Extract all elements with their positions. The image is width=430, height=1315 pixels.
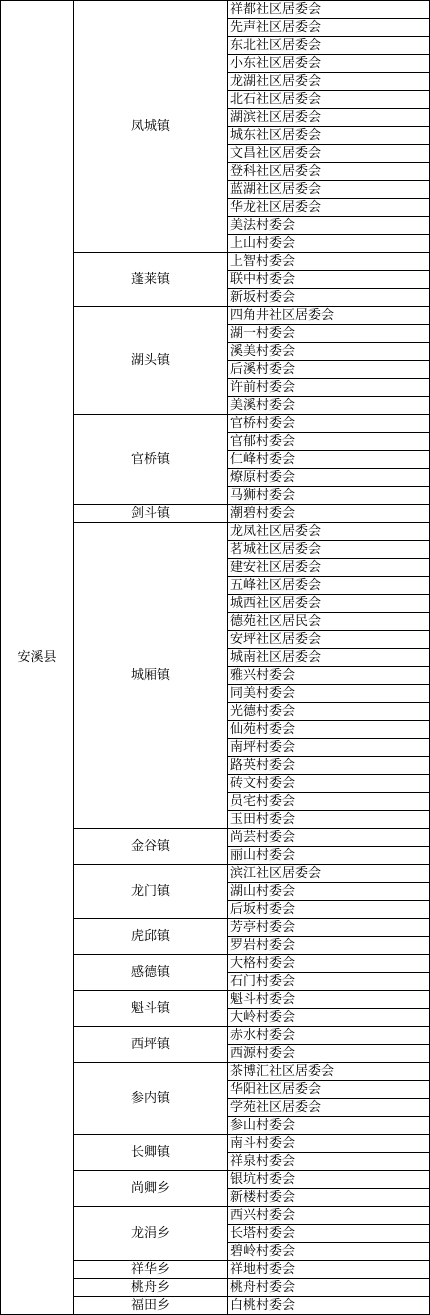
village-cell: 茗城社区居委会: [228, 541, 430, 559]
village-cell: 石门村委会: [228, 973, 430, 991]
village-cell: 魁斗村委会: [228, 991, 430, 1009]
village-cell: 砖文村委会: [228, 775, 430, 793]
town-cell: 城厢镇: [74, 523, 228, 829]
town-cell: 龙涓乡: [74, 1207, 228, 1261]
table-row: [1, 1, 430, 19]
village-cell: 桃舟村委会: [228, 1279, 430, 1297]
town-cell: 感德镇: [74, 955, 228, 991]
town-cell: 魁斗镇: [74, 991, 228, 1027]
town-cell: 长卿镇: [74, 1135, 228, 1171]
village-cell: 安坪社区居委会: [228, 631, 430, 649]
village-cell: 官桥村委会: [228, 415, 430, 433]
town-cell: 参内镇: [74, 1063, 228, 1135]
village-cell: 马狮村委会: [228, 487, 430, 505]
village-cell: 祥泉村委会: [228, 1153, 430, 1171]
village-cell: 学苑社区居委会: [228, 1099, 430, 1117]
village-cell: 官郁村委会: [228, 433, 430, 451]
village-cell: 丽山村委会: [228, 847, 430, 865]
village-cell: 西源村委会: [228, 1045, 430, 1063]
village-cell: 先声社区居委会: [228, 19, 430, 37]
village-cell: 城南社区居委会: [228, 649, 430, 667]
town-cell: 尚卿乡: [74, 1171, 228, 1207]
village-cell: 芳亭村委会: [228, 919, 430, 937]
village-cell: 茶博汇社区居委会: [228, 1063, 430, 1081]
village-cell: 赤水村委会: [228, 1027, 430, 1045]
town-cell: 官桥镇: [74, 415, 228, 505]
town-cell: 湖头镇: [74, 307, 228, 415]
village-cell: 溪美村委会: [228, 343, 430, 361]
village-cell: 祥都社区居委会: [228, 1, 430, 19]
town-cell: 桃舟乡: [74, 1279, 228, 1297]
village-cell: 湖一村委会: [228, 325, 430, 343]
village-cell: 员宅村委会: [228, 793, 430, 811]
village-cell: 南坪村委会: [228, 739, 430, 757]
town-cell: 福田乡: [74, 1297, 228, 1315]
town-cell: 凤城镇: [74, 1, 228, 253]
village-cell: 华阳社区居委会: [228, 1081, 430, 1099]
village-cell: 西兴村委会: [228, 1207, 430, 1225]
town-cell: 蓬莱镇: [74, 253, 228, 307]
village-cell: 大格村委会: [228, 955, 430, 973]
town-cell: 剑斗镇: [74, 505, 228, 523]
village-cell: 上山村委会: [228, 235, 430, 253]
village-cell: 同美村委会: [228, 685, 430, 703]
village-cell: 四角井社区居委会: [228, 307, 430, 325]
village-cell: 文昌社区居委会: [228, 145, 430, 163]
village-cell: 路英村委会: [228, 757, 430, 775]
village-cell: 光德村委会: [228, 703, 430, 721]
village-cell: 建安社区居委会: [228, 559, 430, 577]
village-cell: 南斗村委会: [228, 1135, 430, 1153]
village-cell: 潮碧村委会: [228, 505, 430, 523]
village-cell: 联中村委会: [228, 271, 430, 289]
town-cell: 金谷镇: [74, 829, 228, 865]
town-cell: 祥华乡: [74, 1261, 228, 1279]
village-cell: 许前村委会: [228, 379, 430, 397]
village-cell: 美法村委会: [228, 217, 430, 235]
village-cell: 北石社区居委会: [228, 91, 430, 109]
village-cell: 尚芸村委会: [228, 829, 430, 847]
village-cell: 碧岭村委会: [228, 1243, 430, 1261]
village-cell: 龙凤社区居委会: [228, 523, 430, 541]
village-cell: 燎原村委会: [228, 469, 430, 487]
village-cell: 玉田村委会: [228, 811, 430, 829]
town-cell: 龙门镇: [74, 865, 228, 919]
village-cell: 长塔村委会: [228, 1225, 430, 1243]
village-cell: 罗岩村委会: [228, 937, 430, 955]
village-cell: 后坂村委会: [228, 901, 430, 919]
village-cell: 上智村委会: [228, 253, 430, 271]
village-cell: 东北社区居委会: [228, 37, 430, 55]
county-cell: 安溪县: [1, 1, 74, 1315]
village-cell: 华龙社区居委会: [228, 199, 430, 217]
table-body: [1, 1, 430, 1315]
village-cell: 美溪村委会: [228, 397, 430, 415]
village-cell: 新坂村委会: [228, 289, 430, 307]
village-cell: 德苑社区居民会: [228, 613, 430, 631]
village-cell: 仙苑村委会: [228, 721, 430, 739]
village-cell: 五峰社区居委会: [228, 577, 430, 595]
village-cell: 蓝湖社区居委会: [228, 181, 430, 199]
village-cell: 登科社区居委会: [228, 163, 430, 181]
village-cell: 参山村委会: [228, 1117, 430, 1135]
village-cell: 祥地村委会: [228, 1261, 430, 1279]
village-cell: 滨江社区居委会: [228, 865, 430, 883]
village-cell: 白桃村委会: [228, 1297, 430, 1315]
town-cell: 西坪镇: [74, 1027, 228, 1063]
village-cell: 大岭村委会: [228, 1009, 430, 1027]
village-cell: 后溪村委会: [228, 361, 430, 379]
village-cell: 龙湖社区居委会: [228, 73, 430, 91]
village-cell: 小东社区居委会: [228, 55, 430, 73]
village-cell: 湖山村委会: [228, 883, 430, 901]
village-cell: 仁峰村委会: [228, 451, 430, 469]
village-cell: 城西社区居委会: [228, 595, 430, 613]
village-cell: 湖滨社区居委会: [228, 109, 430, 127]
village-cell: 雅兴村委会: [228, 667, 430, 685]
village-cell: 银坑村委会: [228, 1171, 430, 1189]
village-cell: 新楼村委会: [228, 1189, 430, 1207]
village-cell: 城东社区居委会: [228, 127, 430, 145]
town-cell: 虎邱镇: [74, 919, 228, 955]
